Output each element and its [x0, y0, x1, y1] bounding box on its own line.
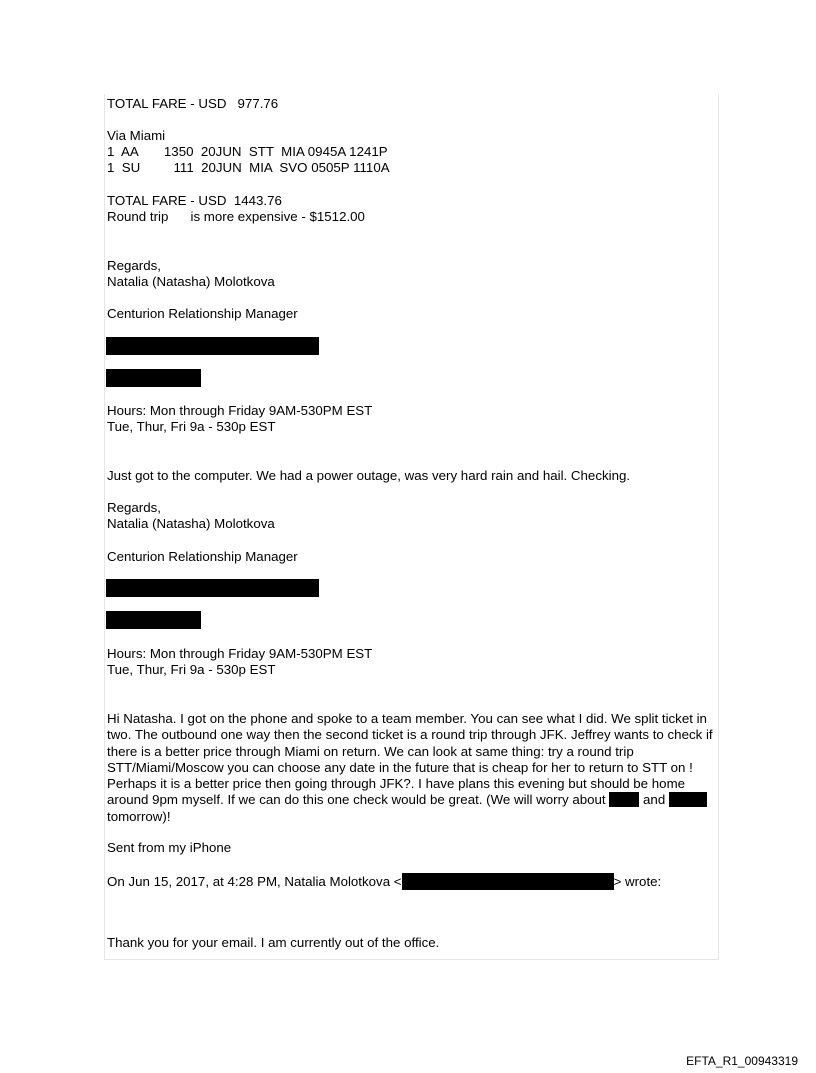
signature-regards: Regards, [107, 258, 161, 273]
quote-header-text: > wrote: [613, 874, 662, 889]
quote-header-text: On Jun 15, 2017, at 4:28 PM, Natalia Molotkova < [107, 874, 402, 889]
signature-name: Natalia (Natasha) Molotkova [107, 516, 275, 531]
itinerary-segment: 1 AA 1350 20JUN STT MIA 0945A 1241P [107, 144, 388, 159]
itinerary-segment: 1 SU 111 20JUN MIA SVO 0505P 1110A [107, 160, 390, 175]
quote-header [107, 873, 661, 890]
redaction-block [106, 579, 319, 597]
signature-hours-alt: Tue, Thur, Fri 9a - 530p EST [107, 419, 276, 434]
total-fare-2: TOTAL FARE - USD 1443.76 [107, 193, 282, 208]
message-split-ticket [107, 711, 719, 825]
message-text: Hi Natasha. I got on the phone and spoke to a team member. You can see what I did. We split ticket in two. The outbound one way then the second ticket is a round trip through JFK. Jeffrey wants to check if there is a better price through Miami on return. We can look at same thing: try a round trip STT/Miami/Moscow you can choose any date in the future that is cheap for her to return to STT on ! Perhaps it is a better price then going through JFK?. I have plans this evening but should be home around 9pm myself. If we can do this one check would be great. (We will worry about [107, 711, 713, 808]
email-redaction [402, 873, 614, 890]
inline-redaction [669, 792, 707, 807]
message-text: tomorrow)! [107, 808, 171, 824]
signature-regards: Regards, [107, 500, 161, 515]
signature-hours: Hours: Mon through Friday 9AM-530PM EST [107, 403, 373, 418]
message-text: and [639, 792, 669, 808]
inline-redaction [609, 792, 639, 807]
sent-from-note: Sent from my iPhone [107, 840, 232, 855]
message-power-outage: Just got to the computer. We had a power outage, was very hard rain and hail. Checking. [107, 468, 631, 483]
signature-hours: Hours: Mon through Friday 9AM-530PM EST [107, 646, 373, 661]
signature-title: Centurion Relationship Manager [107, 306, 298, 321]
redaction-block [106, 611, 201, 629]
redaction-block [106, 369, 201, 387]
itinerary-via: Via Miami [107, 128, 166, 143]
signature-hours-alt: Tue, Thur, Fri 9a - 530p EST [107, 662, 276, 677]
redaction-block [106, 337, 319, 355]
signature-title: Centurion Relationship Manager [107, 549, 298, 564]
auto-reply-text: Thank you for your email. I am currently out of the office. [107, 935, 440, 950]
total-fare-1: TOTAL FARE - USD 977.76 [107, 96, 279, 111]
document-id: EFTA_R1_00943319 [686, 1054, 798, 1068]
signature-name: Natalia (Natasha) Molotkova [107, 274, 275, 289]
round-trip-note: Round trip is more expensive - $1512.00 [107, 209, 365, 224]
